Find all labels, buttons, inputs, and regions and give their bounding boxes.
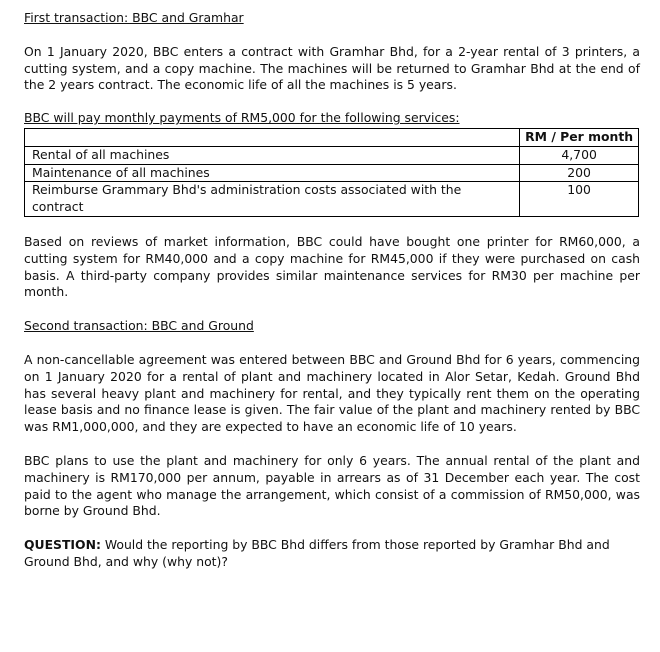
- document-page: [24, 10, 640, 571]
- market-information-paragraph: Based on reviews of market information, BBC could have bought one printer for RM60,000, a cutting system for RM40,000 and a copy machine for RM45,000 if they were purchased on cash basis. A third-party company provides similar maintenance services for RM30 per machine per month.: [24, 233, 640, 300]
- table-row: [25, 182, 639, 217]
- service-cell: Reimburse Grammary Bhd's administration costs associated with the contract: [25, 182, 520, 217]
- second-transaction-paragraph-1: A non-cancellable agreement was entered between BBC and Ground Bhd for 6 years, commencing on 1 January 2020 for a rental of plant and machinery located in Alor Setar, Kedah. Ground Bhd has several heavy plant and machinery for rental, and they typically rent them on the operating lease basis and no finance lease is given. The fair value of the plant and machinery rented by BBC was RM1,000,000, and they are expected to have an economic life of 10 years.: [24, 351, 640, 435]
- service-cell: Maintenance of all machines: [25, 164, 520, 182]
- second-transaction-heading: Second transaction: BBC and Ground: [24, 318, 254, 334]
- first-transaction-intro: On 1 January 2020, BBC enters a contract with Gramhar Bhd, for a 2-year rental of 3 printers, a cutting system, and a copy machine. The machines will be returned to Gramhar Bhd at the end of the 2 years contract. The economic life of all the machines is 5 years.: [24, 43, 640, 93]
- amount-cell: 200: [520, 164, 639, 182]
- question-text: Would the reporting by BBC Bhd differs from those reported by Gramhar Bhd and Ground Bhd, and why (why not)?: [24, 537, 610, 569]
- table-row: [25, 164, 639, 182]
- service-cell: Rental of all machines: [25, 146, 520, 164]
- services-column-header-blank: [25, 128, 520, 146]
- amount-cell: 4,700: [520, 146, 639, 164]
- services-table-lead: [24, 110, 640, 127]
- table-row: [25, 146, 639, 164]
- first-transaction-heading: First transaction: BBC and Gramhar: [24, 10, 244, 25]
- services-table-lead-text: BBC will pay monthly payments of RM5,000 for the following services:: [24, 110, 460, 126]
- amount-column-header: RM / Per month: [520, 128, 639, 146]
- question-paragraph: [24, 537, 640, 571]
- question-label: QUESTION:: [24, 537, 101, 553]
- amount-cell: 100: [520, 182, 639, 217]
- second-transaction-paragraph-2: BBC plans to use the plant and machinery for only 6 years. The annual rental of the plant and machinery is RM170,000 per annum, payable in arrears as of 31 December each year. The cost paid to the agent who manage the arrangement, which consist of a commission of RM50,000, was borne by Ground Bhd.: [24, 452, 640, 519]
- services-table: [24, 128, 639, 217]
- services-table-header-row: [25, 128, 639, 146]
